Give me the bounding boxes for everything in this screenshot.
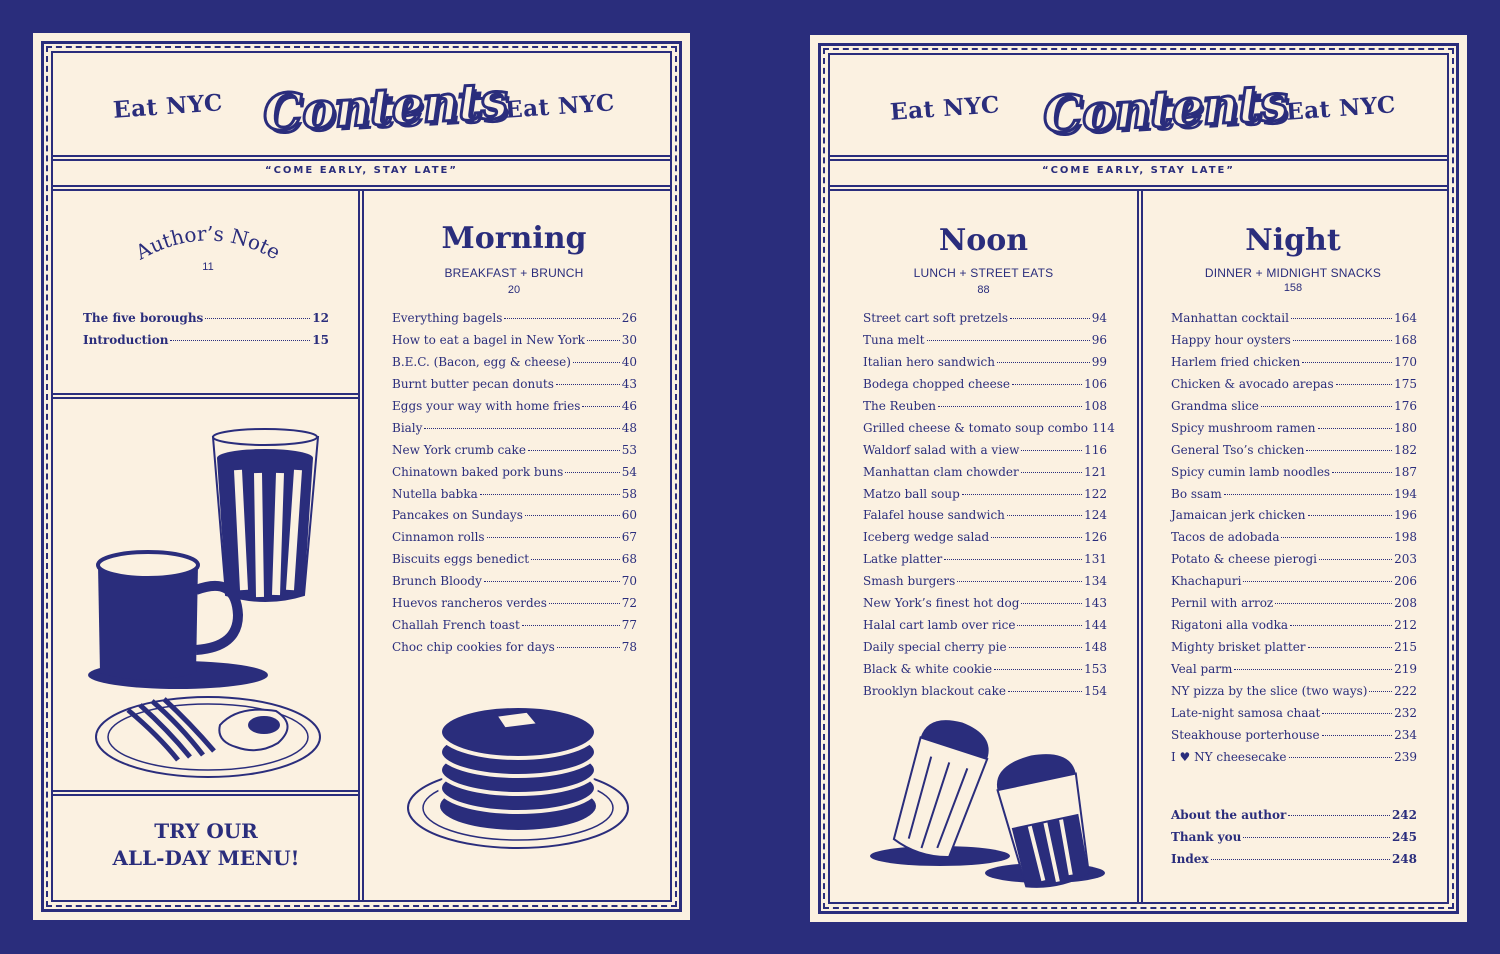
- dot-leader: [1289, 757, 1393, 758]
- entry-label: Burnt butter pecan donuts: [392, 376, 554, 391]
- entry-label: Black & white cookie: [863, 662, 993, 676]
- entry-label: Spicy mushroom ramen: [1171, 420, 1316, 435]
- dot-leader: [557, 647, 620, 648]
- dot-leader: [1007, 515, 1082, 516]
- brand-left: Eat NYC: [112, 89, 224, 124]
- entry-page-number: 144: [1084, 618, 1107, 633]
- entry-page-number: 99: [1091, 354, 1107, 369]
- entry-page-number: 234: [1394, 727, 1417, 742]
- toc-entry[interactable]: [392, 443, 637, 465]
- svg-text:Author’s Note: Author’s Note: [131, 221, 285, 265]
- toc-entry[interactable]: [392, 355, 637, 377]
- entry-label: Bo ssam: [1171, 486, 1222, 501]
- dot-leader: [1302, 362, 1392, 363]
- entry-page-number: 168: [1394, 332, 1417, 347]
- entry-label: The five boroughs: [83, 311, 204, 325]
- toc-entry[interactable]: [392, 530, 637, 552]
- entry-page-number: 72: [621, 596, 637, 611]
- entry-label: I ♥ NY cheesecake: [1171, 749, 1287, 764]
- entry-label: Late-night samosa chaat: [1171, 705, 1321, 720]
- entry-label: Potato & cheese pierogi: [1171, 552, 1317, 567]
- dot-leader: [1332, 472, 1392, 473]
- dot-leader: [944, 559, 1082, 560]
- section-title-night: Night: [1245, 223, 1341, 258]
- breakfast-illustration: [68, 425, 328, 770]
- entry-page-number: 78: [621, 640, 637, 655]
- dot-leader: [1010, 318, 1090, 319]
- entry-label: Pancakes on Sundays: [392, 508, 523, 523]
- dot-leader: [1017, 625, 1082, 626]
- dot-leader: [1211, 859, 1390, 860]
- entry-page-number: 94: [1091, 311, 1107, 325]
- toc-entry[interactable]: [1171, 684, 1417, 706]
- entry-page-number: 30: [621, 332, 637, 347]
- dot-leader: [565, 472, 619, 473]
- night-list: [1171, 311, 1417, 772]
- dot-leader: [997, 362, 1090, 363]
- entry-page-number: 248: [1391, 851, 1417, 866]
- dot-leader: [587, 340, 620, 341]
- section-page-morning: 20: [507, 284, 521, 296]
- toc-entry[interactable]: [392, 487, 637, 509]
- entry-label: Introduction: [83, 332, 169, 347]
- entry-page-number: 153: [1084, 662, 1107, 676]
- entry-label: Choc chip cookies for days: [392, 640, 555, 655]
- entry-page-number: 12: [312, 311, 329, 325]
- entry-label: Chicken & avocado arepas: [1171, 376, 1334, 391]
- promo-line-1: TRY OUR: [154, 819, 258, 843]
- tagline: “COME EARLY, STAY LATE”: [1042, 165, 1235, 176]
- toc-entry[interactable]: [863, 684, 1107, 706]
- toc-entry[interactable]: [1171, 355, 1417, 377]
- toc-entry[interactable]: [392, 311, 637, 333]
- toc-entry[interactable]: [392, 508, 637, 530]
- toc-entry[interactable]: [1171, 465, 1417, 487]
- toc-entry[interactable]: [392, 596, 637, 618]
- entry-page-number: 124: [1084, 508, 1107, 523]
- dot-leader: [1009, 647, 1083, 648]
- entry-page-number: 143: [1084, 596, 1107, 611]
- toc-entry[interactable]: [1171, 552, 1417, 574]
- pancakes-illustration: [405, 698, 635, 858]
- dot-leader: [531, 559, 620, 560]
- toc-entry[interactable]: [863, 508, 1107, 530]
- toc-entry[interactable]: [863, 420, 1115, 443]
- intro-list: [83, 311, 329, 355]
- entry-label: Khachapuri: [1171, 574, 1242, 589]
- toc-entry[interactable]: [863, 662, 1107, 684]
- entry-page-number: 208: [1394, 596, 1417, 611]
- entry-page-number: 131: [1084, 552, 1107, 567]
- entry-page-number: 245: [1391, 829, 1417, 844]
- entry-label: New York crumb cake: [392, 442, 526, 457]
- toc-entry[interactable]: [1171, 852, 1417, 874]
- toc-entry[interactable]: [392, 618, 637, 640]
- divider: [53, 159, 670, 161]
- toc-entry[interactable]: [1171, 706, 1417, 728]
- dot-leader: [170, 340, 310, 341]
- entry-page-number: 164: [1394, 311, 1417, 325]
- entry-page-number: 58: [621, 486, 637, 501]
- dot-leader: [994, 669, 1082, 670]
- dot-leader: [525, 515, 620, 516]
- entry-label: Mighty brisket platter: [1171, 640, 1306, 655]
- entry-page-number: 170: [1394, 354, 1417, 369]
- toc-entry[interactable]: [1171, 487, 1417, 509]
- toc-entry[interactable]: [863, 618, 1107, 640]
- toc-entry[interactable]: [863, 465, 1107, 487]
- entry-page-number: 15: [312, 332, 329, 347]
- dot-leader: [1306, 450, 1392, 451]
- dot-leader: [1293, 340, 1392, 341]
- entry-page-number: 48: [621, 420, 637, 435]
- dot-leader: [1243, 837, 1390, 838]
- entry-page-number: 60: [621, 508, 637, 523]
- entry-page-number: 70: [621, 574, 637, 589]
- entry-label: Happy hour oysters: [1171, 332, 1291, 347]
- entry-label: Tacos de adobada: [1171, 530, 1280, 545]
- toc-entry[interactable]: [863, 355, 1107, 377]
- entry-page-number: 182: [1394, 442, 1417, 457]
- entry-label: New York’s finest hot dog: [863, 596, 1020, 611]
- toc-entry[interactable]: [392, 574, 637, 596]
- entry-page-number: 148: [1084, 640, 1107, 655]
- divider: [830, 185, 1447, 187]
- authors-note-page: 11: [202, 261, 214, 273]
- entry-label: Bodega chopped cheese: [863, 376, 1011, 391]
- toc-entry[interactable]: [1171, 530, 1417, 552]
- entry-label: Cinnamon rolls: [392, 530, 485, 545]
- toc-entry[interactable]: [1171, 750, 1417, 772]
- toc-entry[interactable]: [863, 552, 1107, 574]
- dot-leader: [573, 362, 620, 363]
- dot-leader: [962, 494, 1082, 495]
- entry-label: Manhattan cocktail: [1171, 311, 1289, 325]
- toc-entry[interactable]: [863, 443, 1107, 465]
- entry-page-number: 121: [1084, 464, 1107, 479]
- toc-entry[interactable]: [1171, 596, 1417, 618]
- entry-label: Harlem fried chicken: [1171, 354, 1301, 369]
- dot-leader: [1308, 647, 1393, 648]
- toc-entry[interactable]: [1171, 640, 1417, 662]
- divider: [53, 155, 670, 157]
- dot-leader: [1288, 815, 1390, 816]
- divider: [53, 794, 359, 796]
- dot-leader: [1322, 713, 1392, 714]
- tagline: “COME EARLY, STAY LATE”: [265, 165, 458, 176]
- entry-page-number: 126: [1084, 530, 1107, 545]
- entry-page-number: 206: [1394, 574, 1417, 589]
- toc-entry[interactable]: [392, 377, 637, 399]
- entry-page-number: 219: [1394, 662, 1417, 676]
- entry-page-number: 239: [1394, 749, 1417, 764]
- dot-leader: [1012, 384, 1082, 385]
- dot-leader: [957, 581, 1082, 582]
- section-title-morning: Morning: [441, 221, 587, 256]
- entry-page-number: 108: [1084, 398, 1107, 413]
- entry-label: Chinatown baked pork buns: [392, 464, 564, 479]
- entry-page-number: 175: [1394, 376, 1417, 391]
- dot-leader: [1336, 384, 1392, 385]
- dot-leader: [556, 384, 620, 385]
- entry-page-number: 46: [621, 398, 637, 413]
- dot-leader: [549, 603, 620, 604]
- entry-page-number: 67: [621, 530, 637, 545]
- column-divider: [1141, 189, 1143, 902]
- divider: [53, 397, 359, 399]
- promo-text: [53, 818, 359, 872]
- divider: [53, 393, 359, 395]
- entry-page-number: 180: [1394, 420, 1417, 435]
- entry-label: Smash burgers: [863, 574, 956, 589]
- toc-entry[interactable]: [392, 640, 637, 662]
- section-subtitle-morning: BREAKFAST + BRUNCH: [444, 266, 584, 280]
- section-page-night: 158: [1283, 282, 1303, 294]
- entry-page-number: 187: [1394, 464, 1417, 479]
- entry-label: Grandma slice: [1171, 398, 1259, 413]
- entry-label: Jamaican jerk chicken: [1171, 508, 1306, 523]
- entry-label: The Reuben: [863, 398, 937, 413]
- toc-entry[interactable]: [1171, 311, 1417, 333]
- entry-label: Eggs your way with home fries: [392, 398, 581, 413]
- toc-entry[interactable]: [863, 399, 1107, 421]
- entry-page-number: 196: [1394, 508, 1417, 523]
- entry-label: Iceberg wedge salad: [863, 530, 990, 545]
- contents-page-left: [33, 33, 690, 920]
- toc-entry[interactable]: [1171, 377, 1417, 399]
- dot-leader: [991, 537, 1082, 538]
- dot-leader: [1234, 669, 1392, 670]
- toc-entry[interactable]: [1171, 443, 1417, 465]
- toc-entry[interactable]: [1171, 399, 1417, 421]
- entry-label: NY pizza by the slice (two ways): [1171, 683, 1368, 698]
- toc-entry[interactable]: [83, 311, 329, 333]
- dot-leader: [1318, 428, 1393, 429]
- dot-leader: [1021, 472, 1082, 473]
- promo-line-2: ALL-DAY MENU!: [112, 846, 300, 870]
- toc-entry[interactable]: [83, 333, 329, 355]
- entry-page-number: 176: [1394, 398, 1417, 413]
- dot-leader: [1281, 537, 1392, 538]
- noon-list: [863, 311, 1115, 706]
- entry-page-number: 222: [1394, 683, 1417, 698]
- entry-page-number: 215: [1394, 640, 1417, 655]
- dot-leader: [1291, 318, 1392, 319]
- dot-leader: [205, 318, 310, 319]
- entry-label: Rigatoni alla vodka: [1171, 618, 1289, 633]
- entry-page-number: 203: [1394, 552, 1417, 567]
- entry-label: Everything bagels: [392, 311, 503, 325]
- entry-label: Brunch Bloody: [392, 574, 482, 589]
- divider: [830, 159, 1447, 161]
- entry-label: Challah French toast: [392, 618, 520, 633]
- entry-page-number: 242: [1391, 808, 1417, 822]
- toc-entry[interactable]: [863, 596, 1107, 618]
- dot-leader: [1021, 450, 1082, 451]
- entry-label: About the author: [1171, 808, 1287, 822]
- divider: [830, 155, 1447, 157]
- dot-leader: [424, 428, 619, 429]
- entry-page-number: 68: [621, 552, 637, 567]
- entry-label: Street cart soft pretzels: [863, 311, 1009, 325]
- toc-entry[interactable]: [863, 640, 1107, 662]
- toc-entry[interactable]: [1171, 808, 1417, 830]
- dot-leader: [487, 537, 620, 538]
- toc-entry[interactable]: [1171, 574, 1417, 596]
- dot-leader: [1261, 406, 1392, 407]
- entry-page-number: 154: [1084, 683, 1107, 698]
- toc-entry[interactable]: [863, 574, 1107, 596]
- dot-leader: [927, 340, 1090, 341]
- entry-page-number: 212: [1394, 618, 1417, 633]
- brand-right: Eat NYC: [1285, 91, 1397, 126]
- entry-label: Biscuits eggs benedict: [392, 552, 530, 567]
- entry-label: B.E.C. (Bacon, egg & cheese): [392, 354, 571, 369]
- section-subtitle-noon: LUNCH + STREET EATS: [913, 266, 1054, 280]
- toc-entry[interactable]: [1171, 508, 1417, 530]
- dot-leader: [528, 450, 620, 451]
- entry-page-number: 77: [621, 618, 637, 633]
- contents-page-right: [810, 35, 1467, 922]
- toc-entry[interactable]: [392, 552, 637, 574]
- entry-page-number: 114: [1091, 420, 1115, 435]
- entry-page-number: 26: [621, 311, 637, 325]
- toc-entry[interactable]: [1171, 830, 1417, 852]
- toc-entry[interactable]: [392, 421, 637, 443]
- entry-page-number: 106: [1084, 376, 1107, 391]
- dot-leader: [1243, 581, 1392, 582]
- entry-label: Matzo ball soup: [863, 486, 960, 501]
- dot-leader: [582, 406, 619, 407]
- entry-label: Tuna melt: [863, 332, 925, 347]
- toc-entry[interactable]: [863, 377, 1107, 399]
- dot-leader: [1008, 691, 1082, 692]
- entry-label: Daily special cherry pie: [863, 640, 1007, 655]
- entry-label: Bialy: [392, 420, 423, 435]
- entry-label: Huevos rancheros verdes: [392, 596, 547, 611]
- entry-label: Nutella babka: [392, 486, 478, 501]
- entry-page-number: 134: [1084, 574, 1107, 589]
- divider: [53, 185, 670, 187]
- dot-leader: [484, 581, 620, 582]
- dot-leader: [1021, 603, 1082, 604]
- toc-entry[interactable]: [863, 311, 1107, 333]
- entry-label: Halal cart lamb over rice: [863, 618, 1016, 633]
- entry-page-number: 122: [1084, 486, 1107, 501]
- entry-label: Falafel house sandwich: [863, 508, 1005, 523]
- section-title-noon: Noon: [938, 223, 1029, 258]
- entry-label: Brooklyn blackout cake: [863, 683, 1006, 698]
- entry-label: Waldorf salad with a view: [863, 442, 1020, 457]
- dot-leader: [1319, 559, 1392, 560]
- entry-label: Index: [1171, 851, 1209, 866]
- entry-page-number: 96: [1091, 332, 1107, 347]
- toc-entry[interactable]: [1171, 728, 1417, 750]
- toc-entry[interactable]: [863, 333, 1107, 355]
- entry-label: General Tso’s chicken: [1171, 442, 1305, 457]
- dot-leader: [1369, 691, 1392, 692]
- page-title: Contents: [261, 70, 509, 143]
- toc-entry[interactable]: [863, 530, 1107, 552]
- toc-entry[interactable]: [1171, 333, 1417, 355]
- salt-pepper-illustration: [865, 711, 1115, 886]
- entry-page-number: 40: [621, 354, 637, 369]
- back-matter-list: [1171, 808, 1417, 874]
- dot-leader: [1322, 735, 1393, 736]
- entry-label: Italian hero sandwich: [863, 354, 995, 369]
- dot-leader: [1290, 625, 1392, 626]
- entry-page-number: 198: [1394, 530, 1417, 545]
- toc-entry[interactable]: [392, 399, 637, 421]
- entry-page-number: 43: [621, 376, 637, 391]
- divider: [53, 790, 359, 792]
- dot-leader: [1308, 515, 1393, 516]
- toc-entry[interactable]: [392, 333, 637, 355]
- dot-leader: [480, 494, 620, 495]
- entry-label: Latke platter: [863, 552, 943, 567]
- entry-label: Steakhouse porterhouse: [1171, 727, 1320, 742]
- section-subtitle-night: DINNER + MIDNIGHT SNACKS: [1204, 266, 1382, 280]
- entry-label: Pernil with arroz: [1171, 596, 1274, 611]
- dot-leader: [1224, 494, 1392, 495]
- brand-left: Eat NYC: [889, 91, 1001, 126]
- entry-label: Spicy cumin lamb noodles: [1171, 464, 1331, 479]
- toc-entry[interactable]: [1171, 421, 1417, 443]
- entry-label: Veal parm: [1171, 662, 1233, 676]
- toc-entry[interactable]: [1171, 618, 1417, 640]
- entry-page-number: 194: [1394, 486, 1417, 501]
- entry-label: Manhattan clam chowder: [863, 464, 1019, 479]
- toc-entry[interactable]: [863, 487, 1107, 509]
- entry-label: Thank you: [1171, 829, 1242, 844]
- page-title: Contents: [1041, 72, 1289, 145]
- dot-leader: [1275, 603, 1392, 604]
- morning-list: [392, 311, 637, 662]
- entry-page-number: 53: [621, 442, 637, 457]
- dot-leader: [522, 625, 620, 626]
- section-page-noon: 88: [977, 284, 990, 296]
- dot-leader: [938, 406, 1082, 407]
- entry-page-number: 232: [1394, 705, 1417, 720]
- toc-entry[interactable]: [392, 465, 637, 487]
- entry-label: How to eat a bagel in New York: [392, 332, 585, 347]
- brand-right: Eat NYC: [504, 89, 616, 124]
- toc-entry[interactable]: [1171, 662, 1417, 684]
- dot-leader: [504, 318, 619, 319]
- entry-page-number: 54: [621, 464, 637, 479]
- column-divider: [1137, 189, 1139, 902]
- entry-label: Grilled cheese & tomato soup combo: [863, 420, 1088, 435]
- entry-page-number: 116: [1084, 442, 1107, 457]
